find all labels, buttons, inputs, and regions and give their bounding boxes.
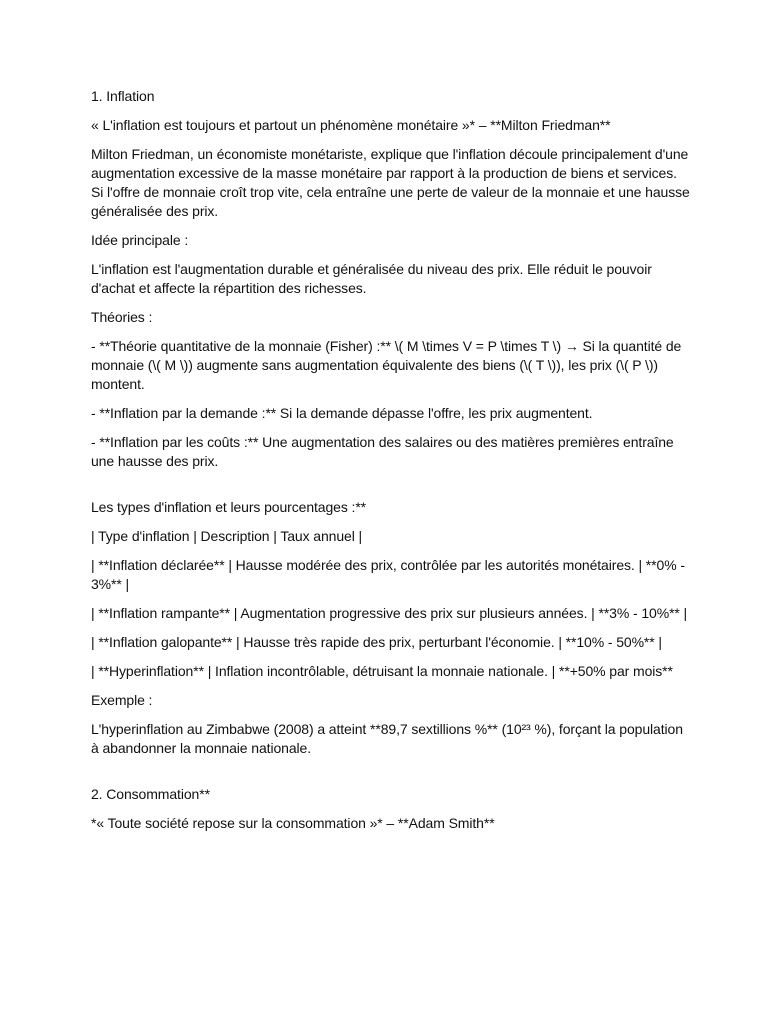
paragraph-friedman-explanation: Milton Friedman, un économiste monétariste, explique que l'inflation découle principalement d'une augmentation excessive de la masse monétaire par rapport à la production de biens et services. Si l'offre de monnaie croît trop vite, cela entraîne une perte de valeur de la monnaie et une hausse généralisée des prix. xyxy=(91,146,690,219)
paragraph-zimbabwe-example: L'hyperinflation au Zimbabwe (2008) a atteint **89,7 sextillions %** (10²³ %), forçant la population à abandonner la monnaie nationale. xyxy=(91,721,683,756)
table-row-hyperinflation: | **Hyperinflation** | Inflation incontrôlable, détruisant la monnaie nationale. | **+50% par mois** xyxy=(91,663,673,679)
list-item-quantity-theory: - **Théorie quantitative de la monnaie (Fisher) :** \( M \times V = P \times T \) → Si la quantité de monnaie (\( M \)) augmente sans augmentation équivalente des biens (\( T \)), les prix (\( P \)) montent. xyxy=(91,338,682,392)
label-inflation-types: Les types d'inflation et leurs pourcentages :** xyxy=(91,499,367,515)
section-heading-consumption: 2. Consommation** xyxy=(91,786,210,802)
quote-smith: *« Toute société repose sur la consommation »* – **Adam Smith** xyxy=(91,815,495,831)
document-page xyxy=(91,87,691,843)
list-item-cost-inflation: - **Inflation par les coûts :** Une augmentation des salaires ou des matières premières entraîne une hausse des prix. xyxy=(91,434,674,469)
table-row-declared: | **Inflation déclarée** | Hausse modérée des prix, contrôlée par les autorités monétaires. | **0% - 3%** | xyxy=(91,557,685,592)
table-row-creeping: | **Inflation rampante** | Augmentation progressive des prix sur plusieurs années. | **3% - 10%** | xyxy=(91,605,688,621)
label-example: Exemple : xyxy=(91,692,153,708)
paragraph-main-idea: L'inflation est l'augmentation durable et généralisée du niveau des prix. Elle réduit le pouvoir d'achat et affecte la répartition des richesses. xyxy=(91,261,652,296)
table-header-row: | Type d'inflation | Description | Taux annuel | xyxy=(91,528,363,544)
table-row-galloping: | **Inflation galopante** | Hausse très rapide des prix, perturbant l'économie. | **10% - 50%** | xyxy=(91,634,662,650)
quote-friedman: « L'inflation est toujours et partout un phénomène monétaire »* – **Milton Friedman** xyxy=(91,117,611,133)
label-theories: Théories : xyxy=(91,309,153,325)
list-item-demand-inflation: - **Inflation par la demande :** Si la demande dépasse l'offre, les prix augmentent. xyxy=(91,405,593,421)
section-heading-inflation: 1. Inflation xyxy=(91,88,155,104)
label-main-idea: Idée principale : xyxy=(91,232,189,248)
